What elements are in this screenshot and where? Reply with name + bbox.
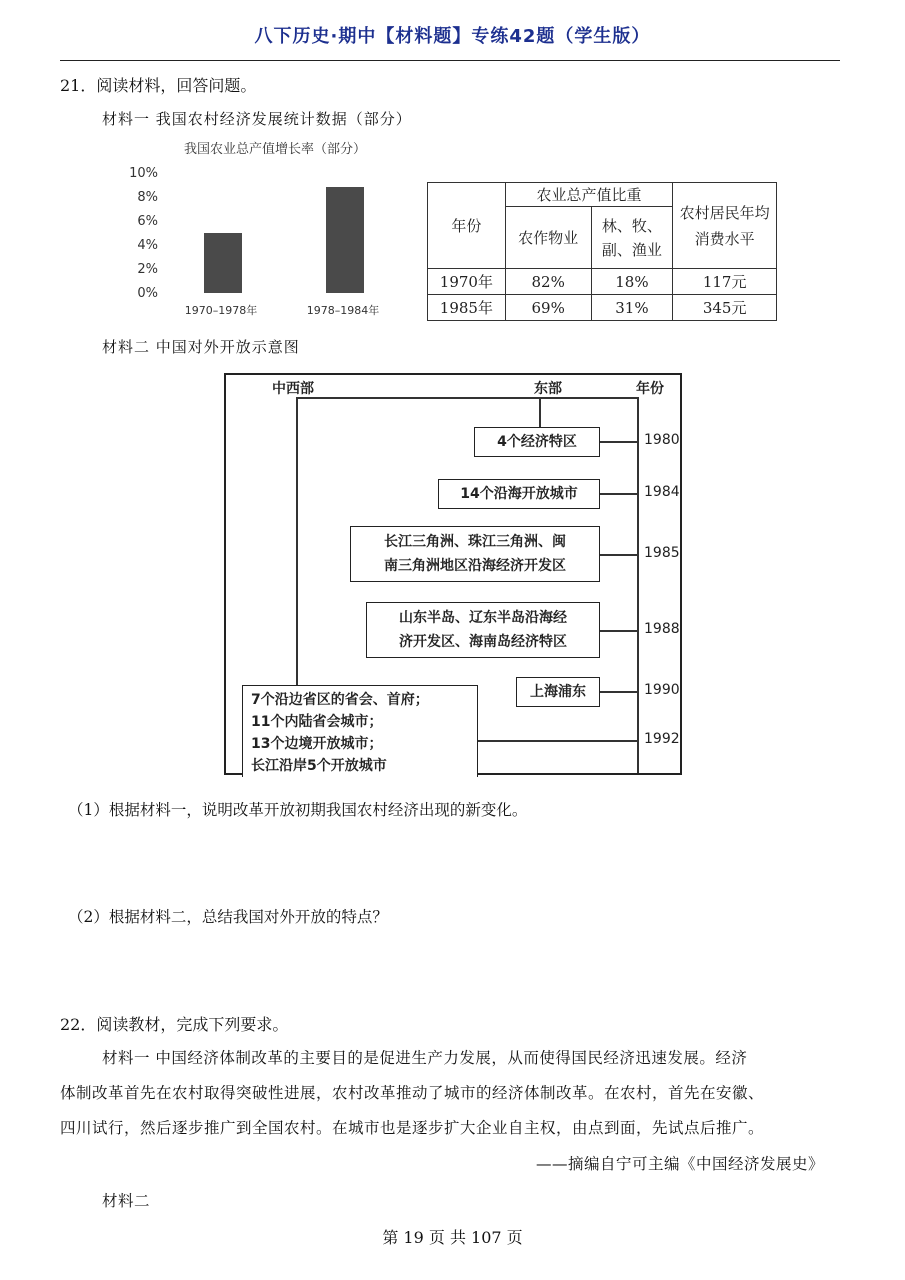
east-drop-line xyxy=(539,397,541,427)
q22-material1-line1: 材料一 中国经济体制改革的主要目的是促进生产力发展，从而使得国民经济迅速发展。经济 xyxy=(102,1049,748,1067)
rural-stats-table xyxy=(427,182,777,321)
q21-question2: （2）根据材料二，总结我国对外开放的特点？ xyxy=(68,908,388,926)
box-line: 济开发区、海南岛经济特区 xyxy=(399,634,567,650)
q21-stem: 21．阅读材料，回答问题。 xyxy=(60,76,257,95)
year-1985: 1985 xyxy=(644,545,680,561)
y-tick: 10% xyxy=(129,166,158,181)
row-other: 18% xyxy=(591,269,673,295)
q22-source: ——摘编自宁可主编《中国经济发展史》 xyxy=(536,1155,825,1173)
x-label-1978-1984: 1978–1984年 xyxy=(306,304,380,317)
delta-zones-box xyxy=(350,526,600,582)
q22-material2-label: 材料二 xyxy=(102,1192,151,1210)
q22-stem: 22．阅读教材，完成下列要求。 xyxy=(60,1015,289,1034)
box-line: 11个内陆省会城市； xyxy=(251,714,383,730)
column-west: 中西部 xyxy=(272,381,314,397)
growth-rate-chart xyxy=(120,135,410,325)
tick-1985 xyxy=(599,554,637,556)
header-consumption: 农村居民年均消费水平 xyxy=(673,183,777,269)
tick-1984 xyxy=(599,493,637,495)
coastal-cities-box: 14个沿海开放城市 xyxy=(438,479,600,509)
tick-1990 xyxy=(599,691,637,693)
box-line: 南三角洲地区沿海经济开发区 xyxy=(384,558,566,574)
column-year: 年份 xyxy=(636,381,664,397)
page-number: 第 19 页 共 107 页 xyxy=(382,1228,523,1247)
y-tick: 4% xyxy=(137,238,158,253)
row-consume: 345元 xyxy=(673,295,777,321)
box-line: 长江三角洲、珠江三角洲、闽 xyxy=(384,534,566,550)
pudong-box: 上海浦东 xyxy=(516,677,600,707)
q21-material1-label: 材料一 我国农村经济发展统计数据（部分） xyxy=(102,110,412,128)
row-year: 1970年 xyxy=(428,269,506,295)
tick-1980 xyxy=(599,441,637,443)
q22-material1-line3: 四川试行，然后逐步推广到全国农村。在城市也是逐步扩大企业自主权，由点到面，先试点后推广。 xyxy=(60,1119,765,1137)
header-forestry: 林、牧、副、渔业 xyxy=(591,207,673,269)
x-label-1970-1978: 1970–1978年 xyxy=(184,304,258,317)
column-east: 东部 xyxy=(534,381,562,397)
y-tick: 0% xyxy=(137,286,158,301)
box-line: 山东半岛、辽东半岛沿海经 xyxy=(399,610,567,626)
inland-border-cities-box xyxy=(242,685,478,777)
opening-up-diagram xyxy=(224,373,682,775)
tick-1992 xyxy=(476,740,637,742)
peninsula-zones-box xyxy=(366,602,600,658)
row-other: 31% xyxy=(591,295,673,321)
header-output-share: 农业总产值比重 xyxy=(505,183,673,207)
top-connector-line xyxy=(296,397,638,399)
year-1988: 1988 xyxy=(644,621,680,637)
box-line: 13个边境开放城市； xyxy=(251,736,383,752)
row-crop: 69% xyxy=(505,295,591,321)
header-divider xyxy=(60,60,840,61)
west-trunk-line xyxy=(296,397,298,685)
q22-material1-line2: 体制改革首先在农村取得突破性进展，农村改革推动了城市的经济体制改革。在农村，首先在安徽、 xyxy=(60,1084,765,1102)
year-1984: 1984 xyxy=(644,484,680,500)
tick-1988 xyxy=(599,630,637,632)
special-economic-zones-box: 4个经济特区 xyxy=(474,427,600,457)
chart-title: 我国农业总产值增长率（部分） xyxy=(184,142,367,157)
row-year: 1985年 xyxy=(428,295,506,321)
y-tick: 6% xyxy=(137,214,158,229)
y-tick: 8% xyxy=(137,190,158,205)
year-axis-line xyxy=(637,397,639,773)
box-line: 7个沿边省区的省会、首府； xyxy=(251,692,429,708)
q21-question1: （1）根据材料一，说明改革开放初期我国农村经济出现的新变化。 xyxy=(68,801,528,819)
year-1980: 1980 xyxy=(644,432,680,448)
row-crop: 82% xyxy=(505,269,591,295)
row-consume: 117元 xyxy=(673,269,777,295)
year-1992: 1992 xyxy=(644,731,680,747)
page-header-title: 八下历史·期中【材料题】专练42题（学生版） xyxy=(254,26,651,47)
y-tick: 2% xyxy=(137,262,158,277)
q21-material2-label: 材料二 中国对外开放示意图 xyxy=(102,338,300,356)
bar-1978-1984 xyxy=(326,187,364,293)
year-1990: 1990 xyxy=(644,682,680,698)
bar-1970-1978 xyxy=(204,233,242,293)
box-line: 长江沿岸5个开放城市 xyxy=(251,758,387,774)
header-year: 年份 xyxy=(428,183,506,269)
header-crop: 农作物业 xyxy=(505,207,591,269)
